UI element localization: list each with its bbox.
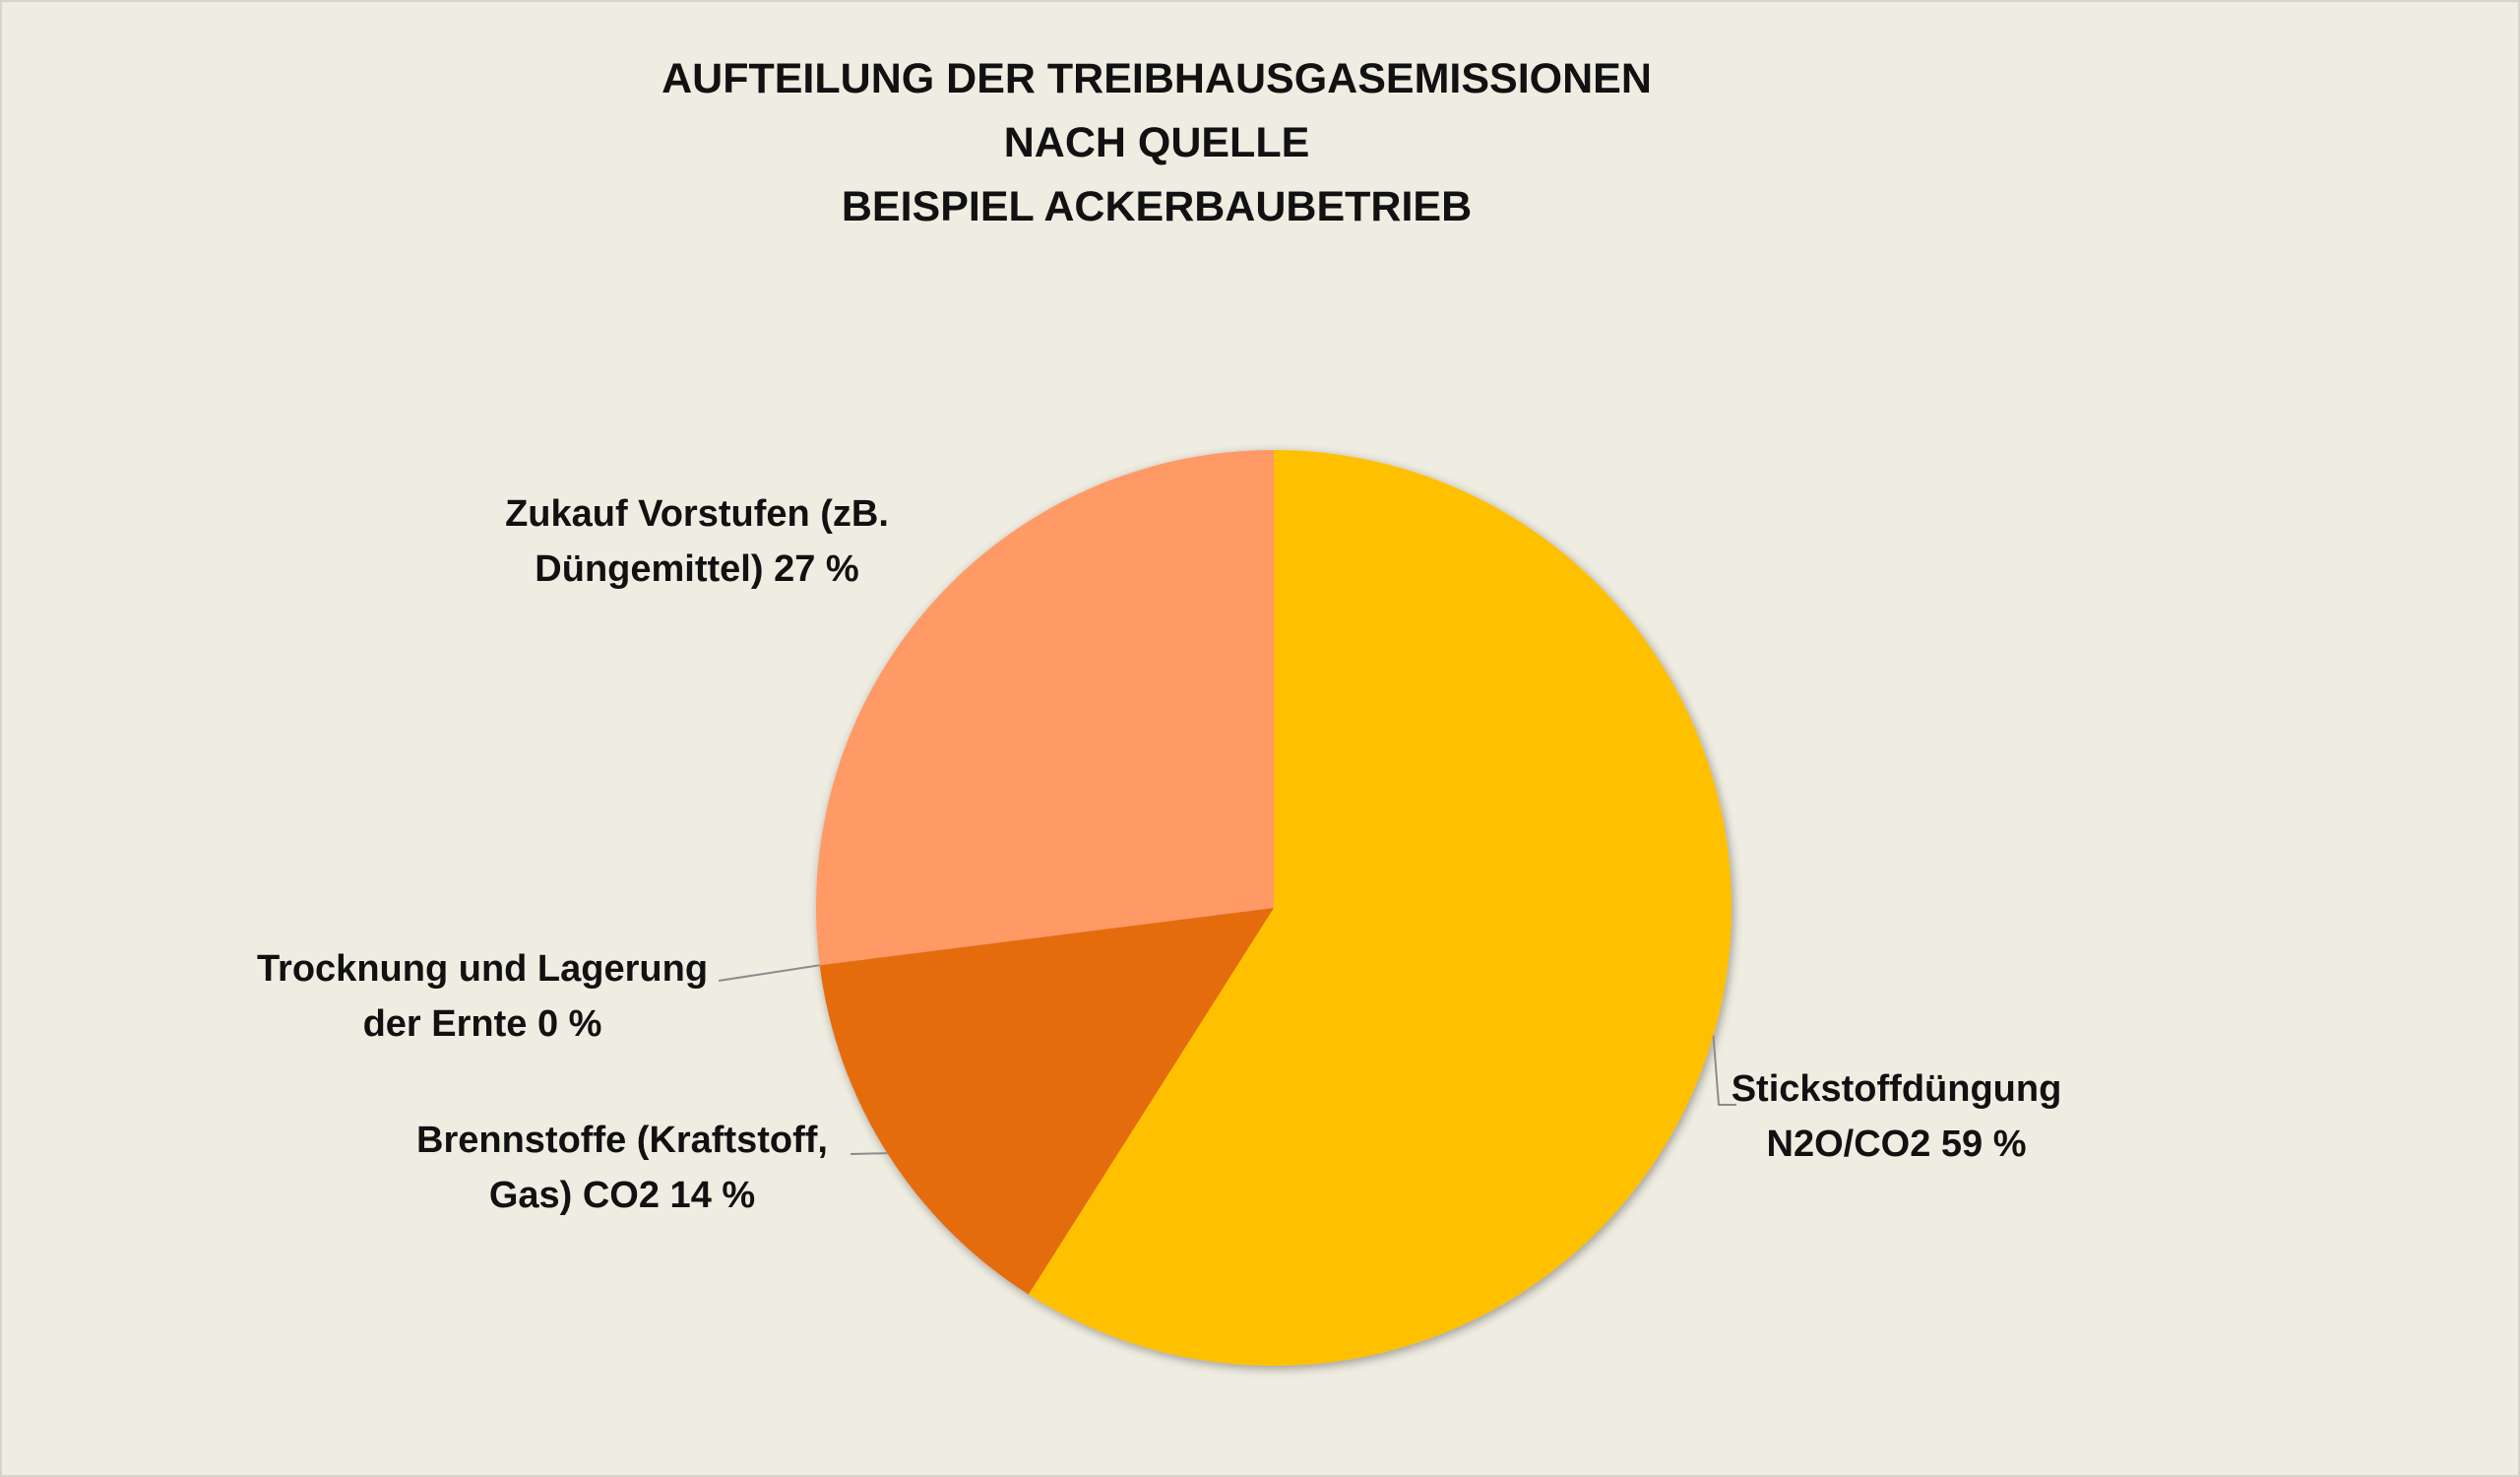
chart-title-line-3: BEISPIEL ACKERBAUBETRIEB: [841, 183, 1473, 230]
slice-label-stickstoffduengung: Stickstoffdüngung N2O/CO2 59 %: [1731, 1068, 2062, 1165]
chart-title-line-1: AUFTEILUNG DER TREIBHAUSGASEMISSIONEN: [662, 55, 1652, 102]
chart-title-line-2: NACH QUELLE: [1003, 119, 1310, 166]
leader-line: [850, 1153, 887, 1154]
slice-label-trocknung: Trocknung und Lagerung der Ernte 0 %: [256, 948, 709, 1045]
pie-chart: [2, 2, 2518, 1475]
slice-label-brennstoffe: Brennstoffe (Kraftstoff, Gas) CO2 14 %: [416, 1120, 828, 1216]
leader-line: [719, 965, 820, 981]
slice-label-zukauf: Zukauf Vorstufen (zB. Düngemittel) 27 %: [505, 493, 889, 590]
